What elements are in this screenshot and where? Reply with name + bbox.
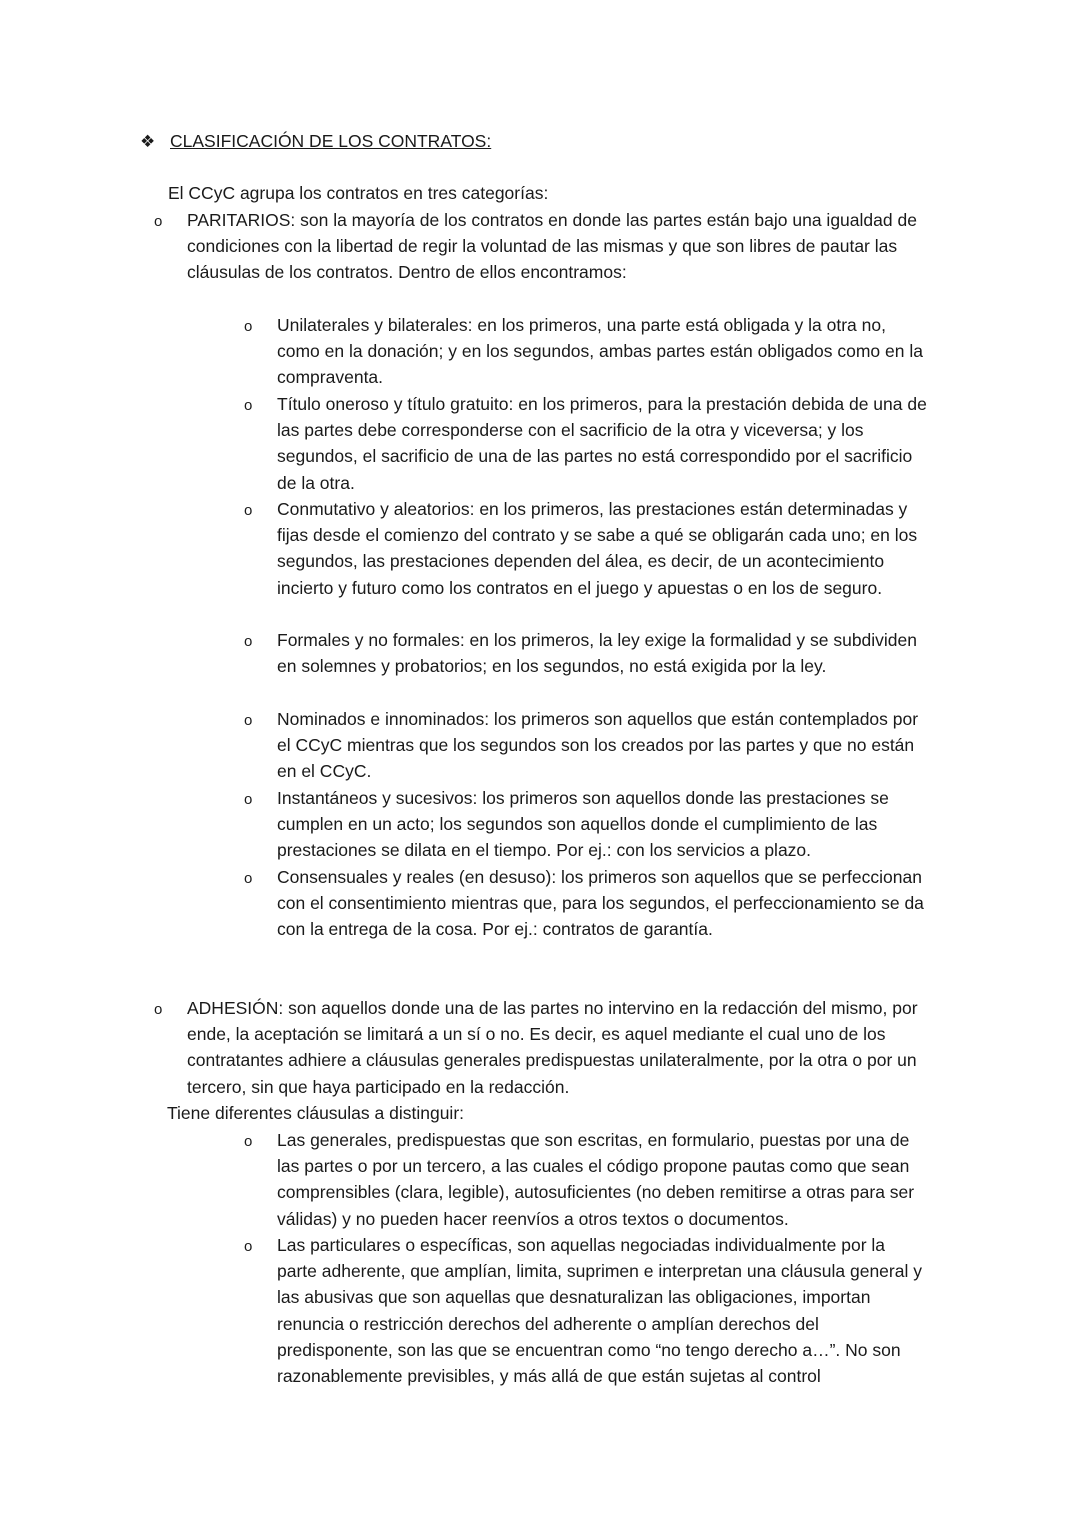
list-item-text: Formales y no formales: en los primeros, la ley exige la formalidad y se subdividen en solemnes y probatorios; en los segundos, no está exigida por la ley. bbox=[277, 630, 918, 677]
circle-bullet-icon: o bbox=[244, 502, 253, 519]
circle-bullet-icon: o bbox=[154, 213, 163, 230]
circle-bullet-icon: o bbox=[244, 791, 253, 808]
list-item-text: Consensuales y reales (en desuso): los primeros son aquellos que se perfeccionan con el consentimiento mientras que, para los segundos, el perfeccionamiento se da con la entrega de la cosa. Por ej.: contratos de garantía. bbox=[277, 867, 924, 940]
circle-bullet-icon: o bbox=[244, 712, 253, 729]
adhesion-subheading: Tiene diferentes cláusulas a distinguir: bbox=[167, 1103, 465, 1123]
circle-bullet-icon: o bbox=[244, 870, 253, 887]
list-item-text: Conmutativo y aleatorios: en los primeros, las prestaciones están determinadas y fijas desde el comienzo del contrato y se sabe a qué se obligarán cada uno; en los segundos, las prestaciones dependen del álea, es decir, de un acontecimiento incierto y futuro como los contratos en el juego y apuestas o en los de seguro. bbox=[277, 499, 918, 598]
list-item-text: Unilaterales y bilaterales: en los primeros, una parte está obligada y la otra no, como en la donación; y en los segundos, ambas partes están obligados como en la compraventa. bbox=[277, 315, 923, 388]
adhesion-text: ADHESIÓN: son aquellos donde una de las partes no intervino en la redacción del mismo, por ende, la aceptación se limitará a un sí o no. Es decir, es aquel mediante el cual uno de los contratantes adhiere a cláusulas generales predispuestas unilateralmente, por la otra o por un tercero, sin que haya participado en la redacción. bbox=[187, 998, 918, 1097]
list-item-text: Instantáneos y sucesivos: los primeros son aquellos donde las prestaciones se cumplen en un acto; los segundos son aquellos donde el cumplimiento de las prestaciones se dilata en el tiempo. Por ej.: con los servicios a plazo. bbox=[277, 788, 889, 861]
circle-bullet-icon: o bbox=[244, 1238, 253, 1255]
list-item-text: Nominados e innominados: los primeros son aquellos que están contemplados por el CCyC mientras que los segundos son los creados por las partes y que no están en el CCyC. bbox=[277, 709, 919, 782]
circle-bullet-icon: o bbox=[244, 1133, 253, 1150]
section-heading bbox=[140, 128, 491, 155]
section-title: CLASIFICACIÓN DE LOS CONTRATOS: bbox=[170, 131, 492, 151]
intro-paragraph: El CCyC agrupa los contratos en tres categorías: bbox=[168, 183, 549, 203]
list-item-text: Las generales, predispuestas que son escritas, en formulario, puestas por una de las partes o por un tercero, a las cuales el código propone pautas como que sean comprensibles (clara, legible), autosuficientes (no deben remitirse a otras para ser válidas) y no pueden hacer reenvíos a otros textos o documentos. bbox=[277, 1130, 915, 1229]
circle-bullet-icon: o bbox=[244, 318, 253, 335]
circle-bullet-icon: o bbox=[244, 633, 253, 650]
circle-bullet-icon: o bbox=[244, 397, 253, 414]
circle-bullet-icon: o bbox=[154, 1001, 163, 1018]
list-item-text: Las particulares o específicas, son aquellas negociadas individualmente por la parte adherente, que amplían, limita, suprimen e interpretan una cláusula general y las abusivas que son aquellas que desnaturalizan las obligaciones, importan renuncia o restricción derechos del adherente o amplían derechos del predisponente, son las que se encuentran como “no tengo derecho a…”. No son razonablemente previsibles, y más allá de que están sujetas al control bbox=[277, 1235, 922, 1387]
diamond-bullet-icon: ❖ bbox=[140, 132, 156, 151]
paritarios-text: PARITARIOS: son la mayoría de los contratos en donde las partes están bajo una igualdad de condiciones con la libertad de regir la voluntad de las mismas y que son libres de pautar las cláusulas de los contratos. Dentro de ellos encontramos: bbox=[187, 210, 917, 283]
list-item-text: Título oneroso y título gratuito: en los primeros, para la prestación debida de una de las partes debe corresponderse con el sacrificio de la otra y viceversa; y los segundos, el sacrificio de una de las partes no está correspondido por el sacrificio de la otra. bbox=[277, 394, 927, 493]
